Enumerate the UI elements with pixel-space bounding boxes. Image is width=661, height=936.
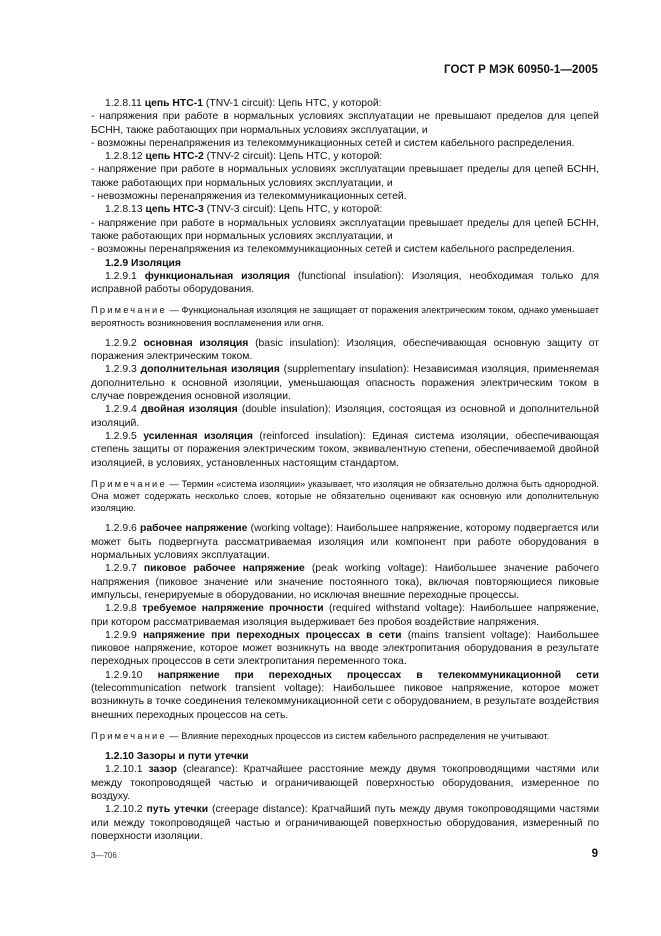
note-text: — Влияние переходных процессов из систем кабельного распределения не учитывают. xyxy=(166,730,550,741)
definition-text: - напряжение при работе в нормальных условиях эксплуатации превышает пределы для цепей БСНН, также работающих при нормальных условиях эксплуатации, и xyxy=(91,164,599,189)
definition-paragraph xyxy=(91,97,599,110)
note-label: Примечание xyxy=(91,478,167,489)
defined-term: цепь НТС-1 xyxy=(144,98,203,109)
definition-paragraph xyxy=(91,763,599,803)
defined-term: пиковое рабочее напряжение xyxy=(143,563,305,575)
clause-number: 1.2.9.2 xyxy=(105,337,137,349)
note-text: — Функциональная изоляция не защищает от поражения электрическим током, однако уменьшает вероятность возникновения воспламенения или огня. xyxy=(91,305,599,328)
defined-term: двойная изоляция xyxy=(140,404,238,416)
definition-paragraph xyxy=(91,602,599,629)
defined-term: напряжение при переходных процессах в телекоммуникационной сети xyxy=(157,669,599,681)
definition-paragraph xyxy=(91,337,599,364)
definition-text: (reinforced insulation): Единая система изоляции, обеспечивающая степень защиты от поражения электрическим током, эквивалентную степени, обеспечиваемой двойной изоляцией, в условиях, установленных настоящим стандартом. xyxy=(91,430,600,469)
defined-term: требуемое напряжение прочности xyxy=(142,603,324,615)
definition-text: (peak working voltage): Наибольшее значение рабочего напряжения (пиковое значение или значение постоянного тока), включая повторяющиеся пиковые импульсы, генерируемые в оборудовании, но исключая внешние переходные процессы. xyxy=(91,563,599,601)
clause-number: 1.2.9.8 xyxy=(105,603,137,615)
defined-term: цепь НТС-3 xyxy=(145,204,204,216)
definition-paragraph xyxy=(91,243,599,256)
definition-paragraph xyxy=(91,217,599,244)
defined-term: основная изоляция xyxy=(143,337,249,349)
defined-term: усиленная изоляция xyxy=(143,430,253,442)
definition-paragraph xyxy=(91,562,599,602)
note-text: — Термин «система изоляции» указывает, что изоляция не обязательно должна быть однородной. Она может содержать несколько слоев, которые не обязательно оценивают как основную или дополнительную изоляцию. xyxy=(91,478,599,514)
clause-number: 1.2.9.3 xyxy=(105,364,137,376)
defined-term: рабочее напряжение xyxy=(139,523,248,535)
clause-number: 1.2.9.5 xyxy=(105,430,137,442)
definition-paragraph xyxy=(91,150,599,163)
note-label: Примечание xyxy=(91,305,167,316)
definition-text: (functional insulation): Изоляция, необходимая только для исправной работы оборудования. xyxy=(91,270,599,296)
definition-text: (TNV-3 circuit): Цепь НТС, у которой: xyxy=(203,204,383,216)
clause-number: 1.2.9.1 xyxy=(105,270,137,282)
clause-number: 1.2.8.13 xyxy=(105,204,143,216)
definition-text: (clearance): Кратчайшее расстояние между двумя токопроводящими частями или между токопроводящей частью и ограничивающей поверхностью оборудования, измеренное по воздуху. xyxy=(91,764,600,802)
defined-term: дополнительная изоляция xyxy=(140,364,280,376)
clause-number: 1.2.8.11 xyxy=(105,98,142,109)
document-body xyxy=(91,97,599,843)
note xyxy=(91,304,599,328)
clause-number: 1.2.8.12 xyxy=(105,151,143,163)
definition-paragraph xyxy=(91,163,599,190)
clause-number: 1.2.9.10 xyxy=(105,669,143,681)
clause-number: 1.2.9.9 xyxy=(105,629,137,641)
definition-paragraph xyxy=(91,363,599,403)
definition-paragraph xyxy=(91,803,599,843)
clause-number: 1.2.10.2 xyxy=(105,804,143,816)
note xyxy=(91,478,599,515)
definition-text: (supplementary insulation): Независимая изоляция, применяемая дополнительно к основной изоляции, уменьшающая опасность поражения электрическим током в случае повреждения основной изоляции. xyxy=(91,364,599,403)
definition-text: (telecommunication network transient voltage): Наибольшее пиковое напряжение, которое может возникнуть в точке соединения телекоммуникационной сети с оборудованием, в результате воздействия внешних переходных процессов на сеть. xyxy=(91,683,599,721)
note-label: Примечание xyxy=(91,730,167,741)
definition-text: - невозможны перенапряжения из телекоммуникационных сетей. xyxy=(91,191,407,203)
definition-paragraph xyxy=(91,203,599,216)
definition-text: (required withstand voltage): Наибольшее напряжение, при котором рассматриваемая изоляция выдерживает без пробоя воздействие напряжения. xyxy=(91,603,599,628)
clause-number: 1.2.9.7 xyxy=(105,563,137,575)
page-number: 9 xyxy=(591,848,598,860)
clause-number: 1.2.10.1 xyxy=(105,764,143,776)
note xyxy=(91,730,599,742)
definition-paragraph xyxy=(91,270,599,297)
section-heading: 1.2.9 Изоляция xyxy=(105,257,181,269)
definition-text: - напряжение при работе в нормальных условиях эксплуатации превышает пределы для цепей БСНН, также работающих при нормальных условиях эксплуатации, и xyxy=(91,217,599,242)
definition-paragraph xyxy=(91,522,599,562)
definition-text: (TNV-1 circuit): Цепь НТС, у которой: xyxy=(203,98,382,109)
definition-text: - возможны перенапряжения из телекоммуникационных сетей и систем кабельного распределения. xyxy=(91,244,575,256)
clause-number: 1.2.9.4 xyxy=(105,404,137,416)
definition-paragraph xyxy=(91,669,599,722)
defined-term: путь утечки xyxy=(146,804,209,816)
section-heading: 1.2.10 Зазоры и пути утечки xyxy=(105,751,249,763)
clause-number: 1.2.9.6 xyxy=(105,523,137,535)
definition-text: - возможны перенапряжения из телекоммуникационных сетей и систем кабельного распределения. xyxy=(91,137,575,149)
sheet-code: 3—706 xyxy=(91,851,117,860)
definition-text: (working voltage): Наибольшее напряжение, которому подвергается или может быть подвергнута рассматриваемая изоляция или компонент при работе оборудования в нормальных условиях эксплуатации. xyxy=(91,523,599,562)
defined-term: напряжение при переходных процессах в сети xyxy=(142,629,402,641)
defined-term: зазор xyxy=(148,764,178,776)
definition-text: (creepage distance): Кратчайший путь между двумя токопроводящими частями или между токопроводящей частью и ограничивающей поверхностью оборудования, измеренный по поверхности изоляции. xyxy=(91,804,600,842)
definition-text: (basic insulation): Изоляция, обеспечивающая основную защиту от поражения электрическим током. xyxy=(91,337,600,363)
definition-text: - напряжения при работе в нормальных условиях эксплуатации не превышают пределов для цепей БСНН, также работающих при нормальных условиях эксплуатации, и xyxy=(91,111,599,136)
definition-paragraph xyxy=(91,110,599,137)
definition-paragraph xyxy=(91,629,599,669)
definition-paragraph xyxy=(91,430,599,470)
definition-paragraph xyxy=(91,403,599,430)
defined-term: функциональная изоляция xyxy=(144,270,290,282)
definition-paragraph xyxy=(91,137,599,150)
definition-paragraph xyxy=(91,190,599,203)
definition-text: (double insulation): Изоляция, состоящая из основной и дополнительной изоляций. xyxy=(91,404,600,429)
definition-text: (mains transient voltage): Наибольшее пиковое напряжение, которое может возникнуть на вводе электропитания оборудования в результате переходных процессов в сети электропитания переменного тока. xyxy=(91,629,600,668)
definition-text: (TNV-2 circuit): Цепь НТС, у которой: xyxy=(203,151,383,163)
defined-term: цепь НТС-2 xyxy=(145,151,204,163)
document-header: ГОСТ Р МЭК 60950-1—2005 xyxy=(444,64,598,76)
